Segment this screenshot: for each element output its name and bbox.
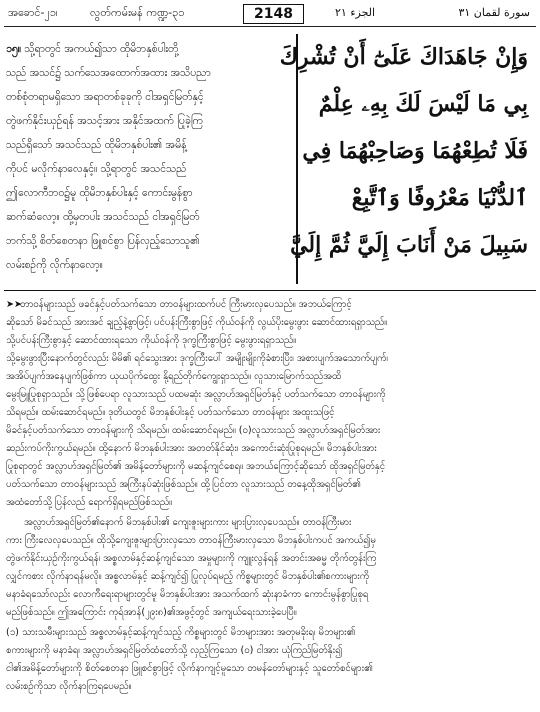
footnote-marker: ➤➤ — [6, 299, 23, 310]
translation-line: ဆက်ဆံလော့။ ထို့မှတပါး အသင်သည် ငါအရှင်မြတ် — [6, 211, 200, 223]
translation-line: ကိုပင် မလိုက်နာလေနှင့်။ သို့ရာတွင် အသင်သည် — [6, 163, 187, 175]
section-label: လွတ်ကမ်းမန် ကဏ္ဍ-၃၁ — [90, 6, 185, 19]
footnote-line: မနာခံရသော်လည်း လောကီရေးရာများတွင်မူ မိဘနှစ်ပါးအား အသက်ထက် ဆုံးနာခံကာ ကောင်းမွန်စွာပြုစုရ — [6, 589, 369, 600]
sura-label: سورة لقمان ٣١ — [458, 6, 530, 19]
page-header — [4, 4, 536, 27]
footnote-line: သို့မွေးဖွားပြီးနောက်တွင်လည်း မိမိ၏ ရင်သွေးအား ဒုက္ခကြီးပေါ် အမျိုးမျိုးကိုခံစားပြီး၊ အစားပျက်အသောက်ပျက်၊ — [6, 353, 388, 364]
footnote-line: ဆည်းကပ်ကိုးကွယ်ရမည်။ ထို့နောက် မိဘနှစ်ပါးအား အတတ်နိုင်ဆုံး၊ အကောင်းဆုံးပြုစုရမည်။ မိဘနှစ်ပါးအား — [6, 443, 377, 454]
footnote-line: အအိပ်ပျက်အနေပျက်ဖြစ်ကာ ယုယပိုက်ထွေး နို့ရည်တိုက်ကျွေးရှာသည်။ လူသားမြောက်သည်အထိ — [6, 371, 342, 382]
arabic-line: بِي مَا لَيْسَ لَكَ بِهِۦ عِلْمٌ — [318, 91, 528, 117]
translation-line: ဘက်သို့ စိတ်စေတနာ ဖြူစင်စွာ ပြန်လှည့်သောသူ၏ — [6, 235, 200, 247]
footnote-line: ငါ၏အမိန့်တော်များကို စိတ်စေတနာ ဖြူစင်စွာဖြင့် လိုက်နာကျင့်မူသော တမန်တော်များနှင့် သူတော်စင်များ၏ — [6, 663, 373, 674]
translation-line: ၁၅။ သို့ရာတွင် အကယ်၍သာ ထိုမိဘနှစ်ပါးတို့ — [6, 43, 179, 55]
footnote-line: ကား ကြီးလေလှပေသည်။ ထိုသို့ကျေးဇူးများပြားလှသော တာဝန်ကြီးမားလှသော မိဘနှစ်ပါးကပင် အကယ်၍မှ — [6, 535, 376, 546]
arabic-ayah-block — [279, 34, 534, 284]
footnote-line: စကားများကို မနာခံရ၊ အလ္လာဟ်အရှင်မြတ်ထံတော်သို့ လှည့်ကြသော (၀) ငါအား ယုံကြည်မြတ်နိုး၍ — [6, 645, 343, 656]
footnote-line: ဆိုသော် မိခင်သည် အားအင် ချည့်နဲ့စွာဖြင့်၊ ပင်ပန်းကြီးစွာဖြင့် ကိုယ်ဝန်ကို လွယ်ပိုးမွေးဖွား ဆောင်ထားရရှာသည်။ — [6, 317, 388, 328]
translation-line: သည်ရှိသော် အသင်သည် ထိုမိဘနှစ်ပါး၏ အမိန့် — [6, 139, 187, 151]
footnote-line: တွဲဖက်နိုင်းယှဉ်ကိုးကွယ်ရန်၊ အစ္စလာမ်နှင့်ဆန့်ကျင်သော အမှုများကို ကျူးလွန်ရန် အတင်းအဓမ္မ တိုက်တွန်းကြ — [6, 553, 377, 564]
arabic-line: فَلَا تُطِعْهُمَا وَصَاحِبْهُمَا فِي — [302, 138, 528, 164]
translation-line: သည် အသင်၌ သက်သေအထောက်အထား အသိပညာ — [6, 67, 211, 79]
footnote-line: လမ်းစဉ်ကိုသာ လိုက်နာကြရပေမည်။ — [6, 681, 132, 692]
chapter-label: အခောင်-၂၁၊ — [8, 6, 58, 19]
footnote-line: သို့ပင်ပန်းကြီးစွာနှင့် ဆောင်ထားရသော ကိုယ်ဝန်ကို ဒုက္ခကြီးစွာဖြင့် မွေးဖွားရရှာသည်။ — [6, 335, 297, 346]
arabic-line: سَبِيلَ مَنْ أَنَابَ إِلَيَّ ثُمَّ إِلَيَّ — [290, 232, 528, 258]
footnote-line: သိရမည်။ ထမ်းဆောင်ရမည်။ ဒုတိယတွင် မိဘနှစ်ပါးနှင့် ပတ်သက်သော တာဝန်များ အထူးသဖြင့် — [6, 407, 335, 418]
juz-label: الجزء ٢١ — [335, 6, 376, 19]
footnote-line: မည်ဖြစ်သည်။ ဤအကြောင်း ကုရ်အာန်(၂၉း၈)၏အဖွင့်တွင် အကျယ်ရေးသားခဲ့ပေပြီ။ — [6, 607, 297, 618]
footnote-line: ပတ်သက်သော တာဝန်များသည် အကြီးနပ်ဆုံးဖြစ်သည်။ ထို့ပြင်တာ လူသားသည် တနေ့ထိုအရှင်မြတ်၏ — [6, 479, 361, 490]
footnote-line: ➤➤တာဝန်များသည် ဖခင်နှင့်ပတ်သက်သော တာဝန်များထက်ပင် ကြီးမားလှပေသည်။ အဘယ်ကြောင့် — [6, 296, 534, 313]
translation-line: တွဲဖက်နိုင်းယှဉ်ရန် အသင့်အား အနိုင်အထက် ပြုခဲ့ကြ — [6, 115, 203, 127]
footnote-line: အလ္လာဟ်အရှင်မြတ်၏နောက် မိဘနှစ်ပါး၏ ကျေးဇူးများကား များပြားလှပေသည်။ တာဝန်ကြီးမား — [24, 517, 352, 528]
footnote-line: အထံတော်သို့ ပြန်လည် ရောက်ရှိရမည်ဖြစ်သည်။ — [6, 497, 173, 508]
arabic-line: ٱلدُّنْيَا مَعْرُوفًا وَٱتَّبِعْ — [351, 185, 528, 211]
ayah-number: ၁၅။ — [6, 43, 21, 55]
translation-line: တစ်စုံတရာမရှိသော အရာတစ်ခုခုကို ငါအရှင်မြတ်နှင့် — [6, 91, 204, 103]
footnote-line: လျှင်ကစား လိုက်နာရန်မလို။ အစ္စလာမ်နှင့် ဆန့်ကျင်၍ ပြုလုပ်ရမည့် ကိစ္စများတွင် မိဘနှစ်ပါး၏စကားများကို — [6, 571, 370, 582]
page-number: 2148 — [243, 4, 304, 24]
footnote-line: (၁) သားသမီးများသည် အစ္စလာမ်နှင့်ဆန့်ကျင်သည့် ကိစ္စများတွင် မိဘများအား အတုမခိုးရ၊ မိဘများ၏ — [6, 627, 356, 638]
section-divider — [4, 290, 536, 291]
footnote-line: မွေးမြူပြုစုရှာသည်။ သို့ဖြစ်ပေရာ လူသားသည် ပထမဆုံး အလ္လာဟ်အရှင်မြတ်နှင့် ပတ်သက်သော တာဝန်များကို — [6, 389, 386, 400]
arabic-line: وَإِنْ جَاهَدَاكَ عَلَىٰٓ أَنْ تُشْرِكَ — [279, 44, 528, 70]
footnote-line: မိခင်နှင့်ပတ်သက်သော တာဝန်များကို သိရမည်။ ထမ်းဆောင်ရမည်။ (၀)လူသားသည် အလ္လာဟ်အရှင်မြတ်အား — [6, 425, 381, 436]
footnote-line: ပြုစုရာတွင် အလ္လာဟ်အရှင်မြတ်၏ အမိန့်တော်များကို မဆန့်ကျင်စေရ။ အဘယ်ကြောင့်ဆိုသော် ထိုအရှင်မြတ်နှင့် — [6, 461, 386, 472]
translation-line: လမ်းစဉ်ကို လိုက်နာလော့။ — [6, 259, 103, 271]
translation-line: ဤလောကီဘဝ၌မူ ထိုမိဘနှစ်ပါးနှင့် ကောင်းမွန်စွာ — [6, 187, 193, 199]
